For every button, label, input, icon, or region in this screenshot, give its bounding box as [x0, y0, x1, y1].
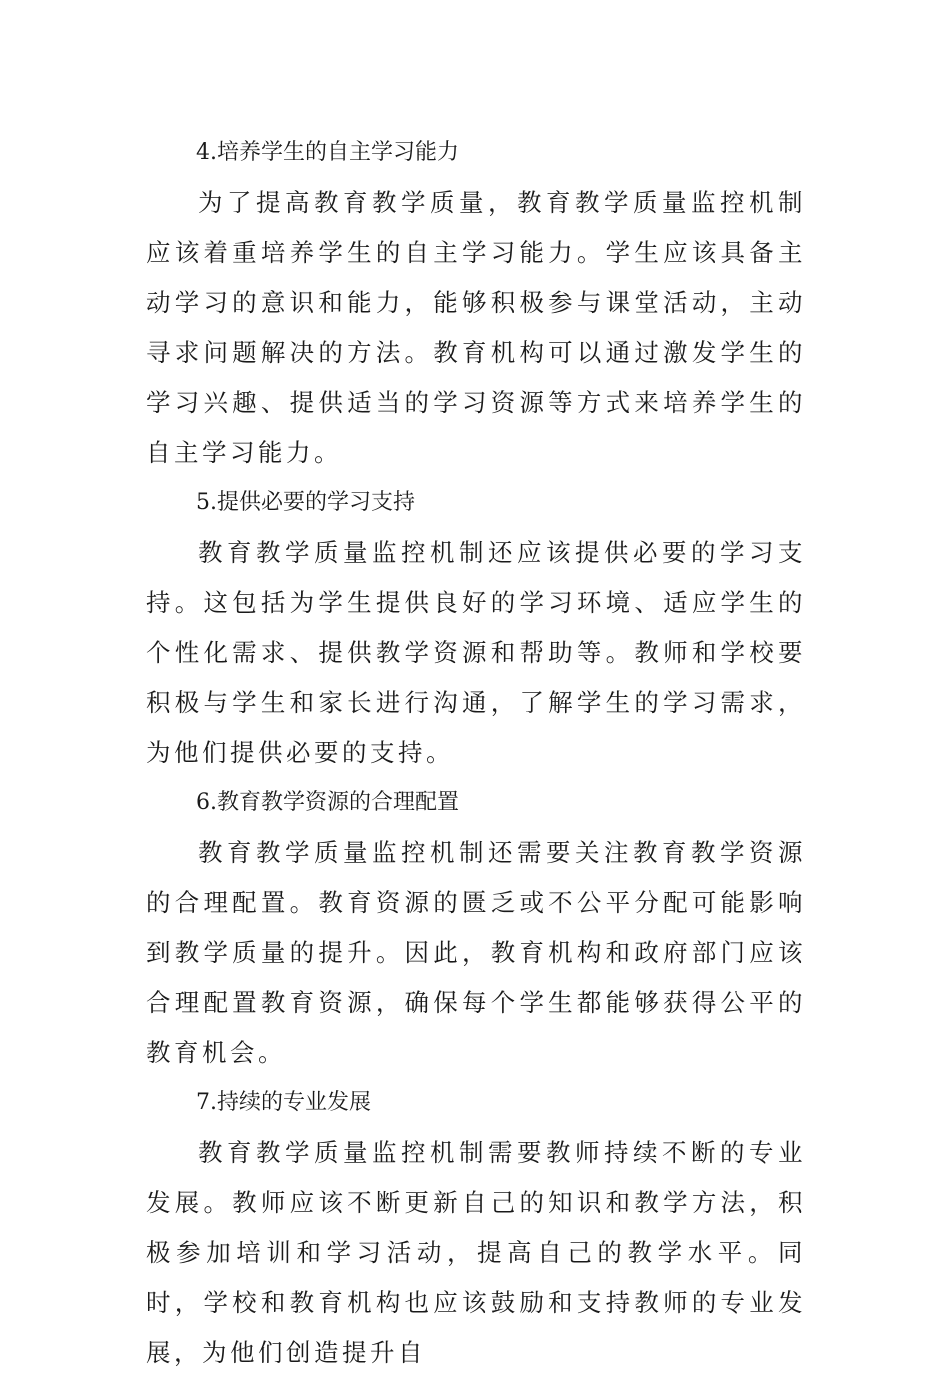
- section-paragraph-5: 教育教学质量监控机制还应该提供必要的学习支持。这包括为学生提供良好的学习环境、适应学生的个性化需求、提供教学资源和帮助等。教师和学校要积极与学生和家长进行沟通，了解学生的学习需求，为他们提供必要的支持。: [146, 538, 806, 767]
- section-heading-5: 5.提供必要的学习支持: [196, 490, 415, 515]
- document-body: [146, 128, 806, 1378]
- section-paragraph-4: 为了提高教育教学质量，教育教学质量监控机制应该着重培养学生的自主学习能力。学生应该具备主动学习的意识和能力，能够积极参与课堂活动，主动寻求问题解决的方法。教育机构可以通过激发学生的学习兴趣、提供适当的学习资源等方式来培养学生的自主学习能力。: [146, 188, 806, 467]
- section-paragraph-7: 教育教学质量监控机制需要教师持续不断的专业发展。教师应该不断更新自己的知识和教学方法，积极参加培训和学习活动，提高自己的教学水平。同时，学校和教育机构也应该鼓励和支持教师的专业发展，为他们创造提升自: [146, 1138, 806, 1367]
- section-heading-4: 4.培养学生的自主学习能力: [196, 140, 459, 165]
- section-heading-6: 6.教育教学资源的合理配置: [196, 790, 459, 815]
- section-paragraph-6: 教育教学质量监控机制还需要关注教育教学资源的合理配置。教育资源的匮乏或不公平分配可能影响到教学质量的提升。因此，教育机构和政府部门应该合理配置教育资源，确保每个学生都能够获得公平的教育机会。: [146, 838, 806, 1067]
- section-heading-7: 7.持续的专业发展: [196, 1090, 371, 1115]
